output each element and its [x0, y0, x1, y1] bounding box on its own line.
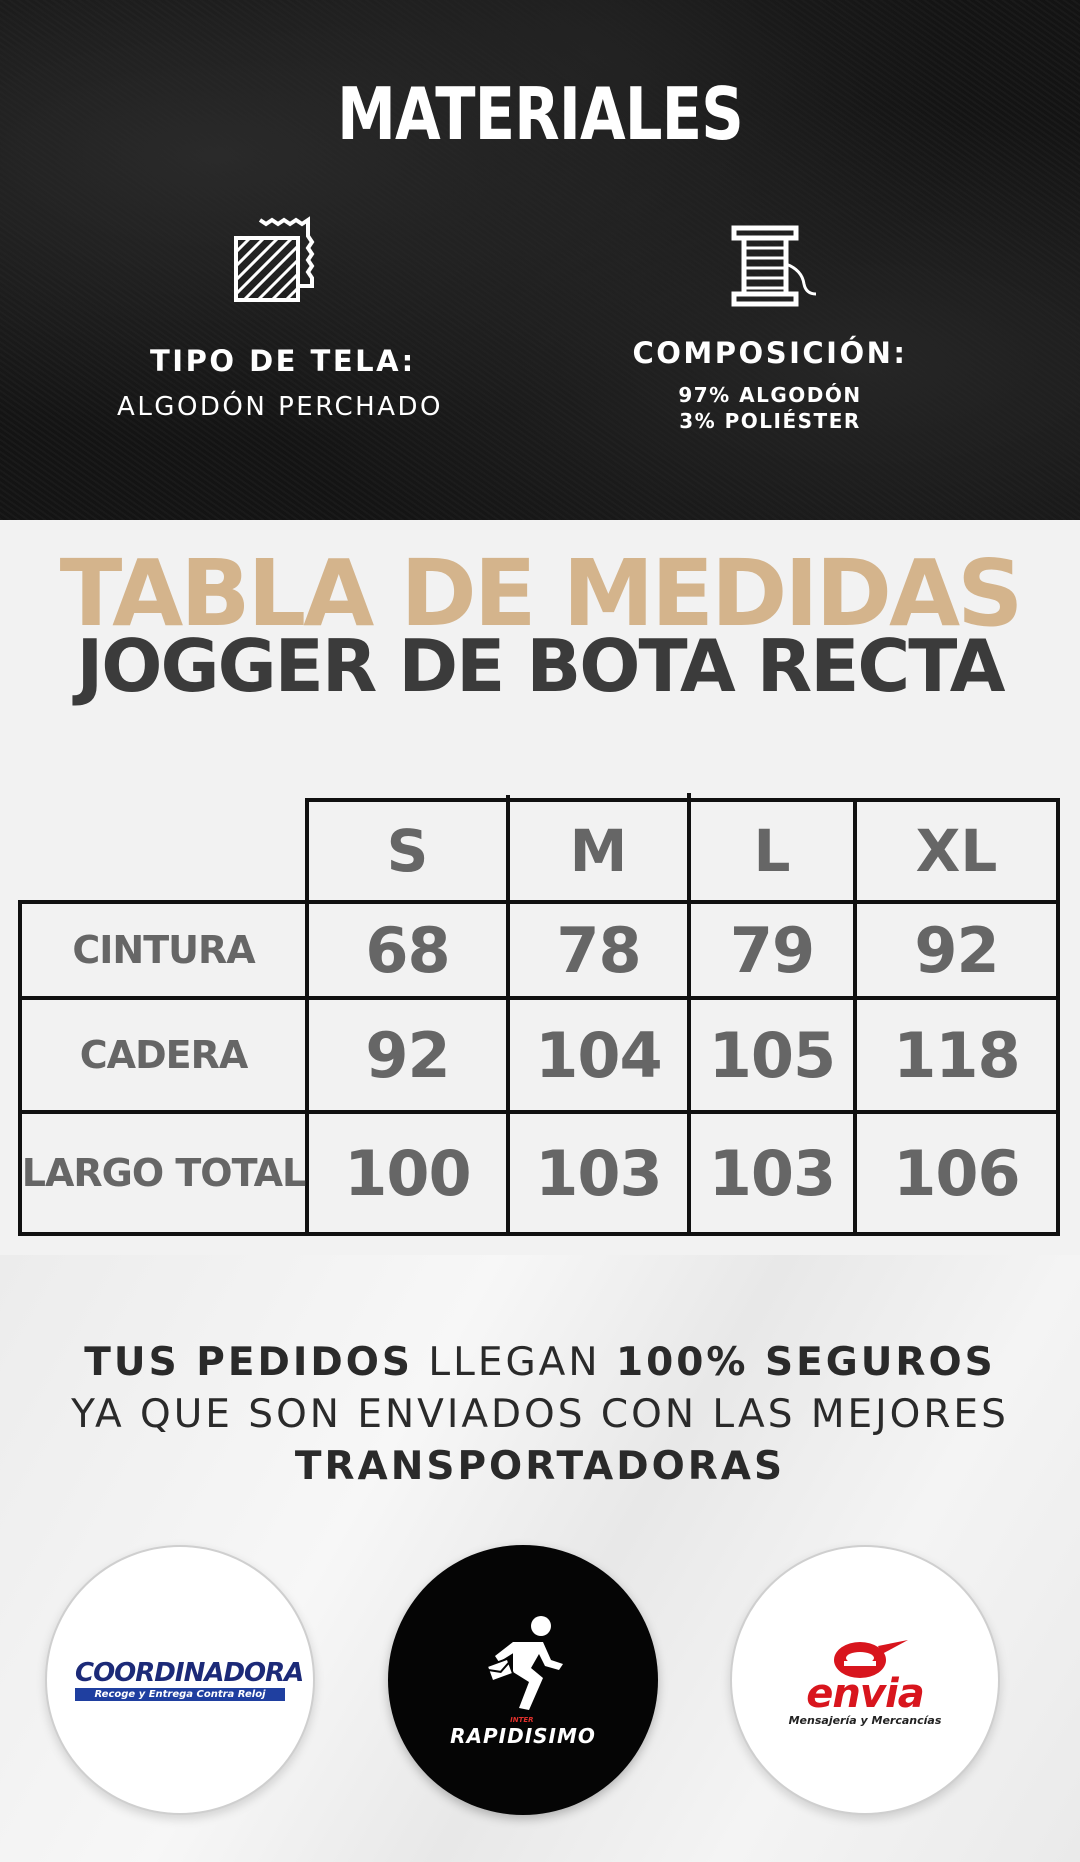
- envia-name: envia: [806, 1670, 924, 1717]
- coordinadora-name: COORDINADORA: [75, 1657, 304, 1688]
- table-cell: 68: [365, 913, 450, 987]
- envia-tagline: Mensajería y Mercancías: [788, 1713, 942, 1727]
- table-cell: 103: [535, 1136, 662, 1210]
- table-cell: 103: [708, 1136, 836, 1210]
- coordinadora-tagline: Recoge y Entrega Contra Reloj: [75, 1688, 285, 1701]
- rapidisimo-logo: [388, 1545, 658, 1815]
- table-cell: 92: [914, 913, 999, 987]
- row-label-cadera: CADERA: [79, 1033, 248, 1077]
- table-cell: 100: [344, 1136, 471, 1210]
- size-header-l: L: [753, 817, 791, 885]
- table-cell: 79: [729, 913, 815, 987]
- size-header-xl: XL: [915, 817, 998, 885]
- materials-section: [0, 0, 1080, 520]
- shipping-line-1: TUS PEDIDOS LLEGAN 100% SEGUROS: [84, 1340, 996, 1385]
- shipping-line-3: TRANSPORTADORAS: [294, 1444, 786, 1489]
- envia-logo: [730, 1545, 1000, 1815]
- table-cell: 78: [556, 913, 641, 987]
- shipping-line-2: YA QUE SON ENVIADOS CON LAS MEJORES: [71, 1392, 1009, 1437]
- fabric-swatch-icon: [230, 212, 330, 312]
- fabric-label: TIPO DE TELA:: [150, 344, 416, 378]
- materials-title: MATERIALES: [337, 72, 743, 156]
- rapidisimo-prefix: INTER: [510, 1716, 534, 1724]
- size-chart-title: TABLA DE MEDIDAS: [59, 540, 1021, 647]
- composition-line1: 97% ALGODÓN: [678, 383, 862, 407]
- table-cell: 118: [893, 1018, 1020, 1092]
- thread-spool-icon: [726, 224, 818, 310]
- row-label-cintura: CINTURA: [72, 928, 255, 972]
- size-header-s: S: [386, 817, 429, 885]
- shipping-section: [0, 1255, 1080, 1862]
- size-chart-subtitle: JOGGER DE BOTA RECTA: [76, 624, 1004, 708]
- table-cell: 105: [708, 1018, 836, 1092]
- runner-icon: [473, 1612, 573, 1712]
- table-cell: 106: [893, 1136, 1020, 1210]
- size-header-m: M: [569, 817, 628, 885]
- rapidisimo-name: RAPIDISIMO: [450, 1724, 596, 1748]
- composition-line2: 3% POLIÉSTER: [679, 409, 861, 433]
- composition-label: COMPOSICIÓN:: [632, 336, 908, 370]
- table-cell: 92: [365, 1018, 450, 1092]
- fabric-value: ALGODÓN PERCHADO: [117, 392, 443, 422]
- table-cell: 104: [535, 1018, 662, 1092]
- row-label-largo-total: LARGO TOTAL: [21, 1151, 306, 1195]
- coordinadora-logo: [45, 1545, 315, 1815]
